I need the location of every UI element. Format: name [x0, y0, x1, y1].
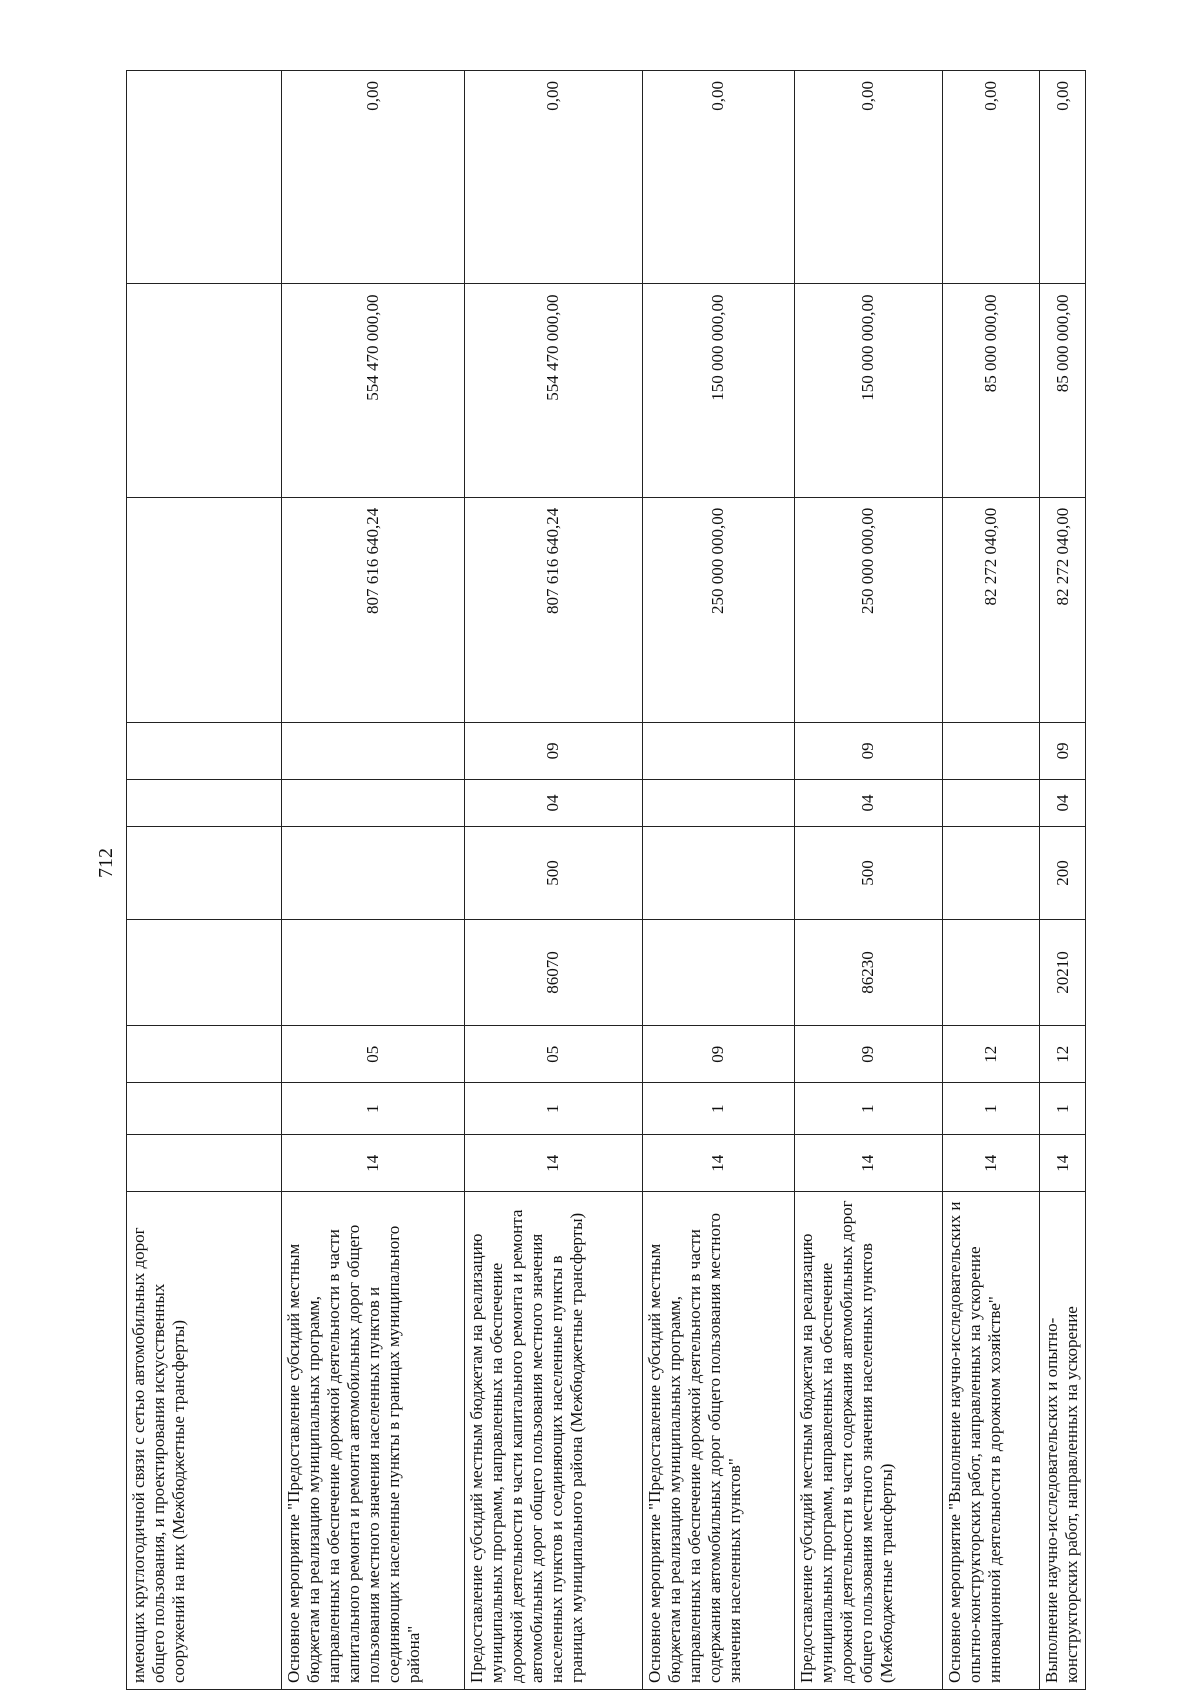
- code-subsection: [942, 722, 1040, 779]
- code-expense-type: 200: [1040, 827, 1086, 919]
- code-subsection: [281, 722, 464, 779]
- code-expense-type: [642, 827, 795, 919]
- code-expense-type: [942, 827, 1040, 919]
- code-program: 1: [1040, 1083, 1086, 1135]
- amount-year-1: 250 000 000,00: [642, 497, 795, 722]
- code-subprogram: 05: [464, 1026, 642, 1083]
- code-program: [127, 1083, 282, 1135]
- code-expense-type: [281, 827, 464, 919]
- code-chapter: 14: [642, 1135, 795, 1192]
- code-subprogram: 09: [642, 1026, 795, 1083]
- code-chapter: 14: [281, 1135, 464, 1192]
- page-number: 712: [95, 848, 117, 878]
- table-row: [127, 71, 282, 1690]
- code-section: [281, 779, 464, 826]
- code-expense-type: [127, 827, 282, 919]
- code-chapter: 14: [464, 1135, 642, 1192]
- amount-year-2: [127, 284, 282, 497]
- code-chapter: [127, 1135, 282, 1192]
- code-subprogram: 05: [281, 1026, 464, 1083]
- amount-year-2: 554 470 000,00: [281, 284, 464, 497]
- code-subsection: 09: [795, 722, 942, 779]
- code-section: 04: [795, 779, 942, 826]
- table-row: [281, 71, 464, 1690]
- code-section: 04: [464, 779, 642, 826]
- amount-year-2: 85 000 000,00: [1040, 284, 1086, 497]
- code-program: 1: [795, 1083, 942, 1135]
- code-program: 1: [464, 1083, 642, 1135]
- code-subsection: 09: [464, 722, 642, 779]
- table-row: [1040, 71, 1086, 1690]
- code-section: [127, 779, 282, 826]
- row-description: имеющих круглогодичной связи с сетью автомобильных дорог общего пользования, и проектирования искусственных сооружений на них (Межбюджетные трансферты): [127, 1192, 282, 1690]
- code-program: 1: [281, 1083, 464, 1135]
- amount-year-3: 0,00: [281, 71, 464, 284]
- amount-year-2: 85 000 000,00: [942, 284, 1040, 497]
- code-section: 04: [1040, 779, 1086, 826]
- table-row: [642, 71, 795, 1690]
- code-section: [942, 779, 1040, 826]
- code-direction: 86230: [795, 919, 942, 1026]
- code-subprogram: [127, 1026, 282, 1083]
- code-subsection: [127, 722, 282, 779]
- code-program: 1: [642, 1083, 795, 1135]
- code-section: [642, 779, 795, 826]
- code-direction: 20210: [1040, 919, 1086, 1026]
- code-program: 1: [942, 1083, 1040, 1135]
- code-chapter: 14: [942, 1135, 1040, 1192]
- code-expense-type: 500: [795, 827, 942, 919]
- amount-year-1: 82 272 040,00: [942, 497, 1040, 722]
- budget-table: [126, 70, 1086, 1690]
- code-expense-type: 500: [464, 827, 642, 919]
- amount-year-1: [127, 497, 282, 722]
- amount-year-3: 0,00: [642, 71, 795, 284]
- code-subsection: 09: [1040, 722, 1086, 779]
- row-description: Выполнение научно-исследовательских и опытно-конструкторских работ, направленных на ускорение: [1040, 1192, 1086, 1690]
- row-description: Основное мероприятие "Предоставление субсидий местным бюджетам на реализацию муниципальных программ, направленных на обеспечение дорожной деятельности в части содержания автомобильных дорог общего пользования местного значения населенных пунктов": [642, 1192, 795, 1690]
- amount-year-3: 0,00: [795, 71, 942, 284]
- code-subsection: [642, 722, 795, 779]
- row-description: Предоставление субсидий местным бюджетам на реализацию муниципальных программ, направленных на обеспечение дорожной деятельности в части содержания автомобильных дорог общего пользования местного значения населенных пунктов (Межбюджетные трансферты): [795, 1192, 942, 1690]
- code-subprogram: 09: [795, 1026, 942, 1083]
- amount-year-1: 82 272 040,00: [1040, 497, 1086, 722]
- amount-year-1: 250 000 000,00: [795, 497, 942, 722]
- row-description: Основное мероприятие "Выполнение научно-исследовательских и опытно-конструкторских работ, направленных на ускорение инновационной деятельности в дорожном хозяйстве": [942, 1192, 1040, 1690]
- amount-year-2: 554 470 000,00: [464, 284, 642, 497]
- code-subprogram: 12: [1040, 1026, 1086, 1083]
- table-row: [942, 71, 1040, 1690]
- budget-table-rotated: [126, 70, 1086, 1690]
- amount-year-2: 150 000 000,00: [795, 284, 942, 497]
- row-description: Предоставление субсидий местным бюджетам на реализацию муниципальных программ, направленных на обеспечение дорожной деятельности в части капитального ремонта и ремонта автомобильных дорог общего пользования местного значения населенных пунктов и соединяющих населенные пункты в границах муниципального района (Межбюджетные трансферты): [464, 1192, 642, 1690]
- amount-year-3: 0,00: [464, 71, 642, 284]
- code-direction: [281, 919, 464, 1026]
- code-direction: [942, 919, 1040, 1026]
- amount-year-3: 0,00: [942, 71, 1040, 284]
- table-row: [464, 71, 642, 1690]
- code-direction: [127, 919, 282, 1026]
- code-chapter: 14: [795, 1135, 942, 1192]
- amount-year-3: [127, 71, 282, 284]
- code-direction: 86070: [464, 919, 642, 1026]
- amount-year-3: 0,00: [1040, 71, 1086, 284]
- table-row: [795, 71, 942, 1690]
- code-direction: [642, 919, 795, 1026]
- row-description: Основное мероприятие "Предоставление субсидий местным бюджетам на реализацию муниципальных программ, направленных на обеспечение дорожной деятельности в части капитального ремонта и ремонта автомобильных дорог общего пользования местного значения населенных пунктов и соединяющих населенные пункты в границах муниципального района": [281, 1192, 464, 1690]
- amount-year-1: 807 616 640,24: [464, 497, 642, 722]
- code-chapter: 14: [1040, 1135, 1086, 1192]
- code-subprogram: 12: [942, 1026, 1040, 1083]
- amount-year-2: 150 000 000,00: [642, 284, 795, 497]
- amount-year-1: 807 616 640,24: [281, 497, 464, 722]
